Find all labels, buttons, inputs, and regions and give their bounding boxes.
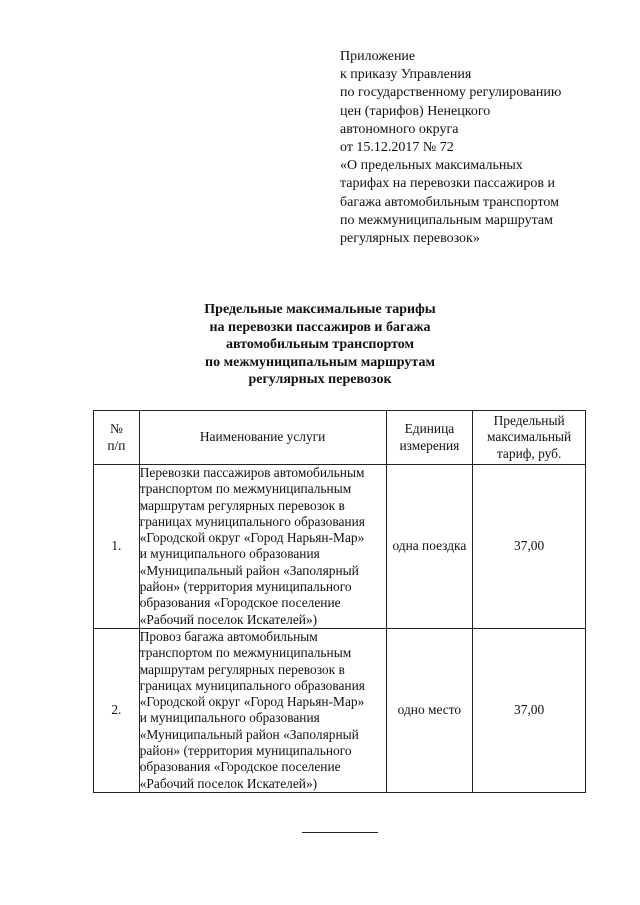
title-line: Предельные максимальные тарифы — [204, 302, 436, 317]
service-name-line: маршрутам регулярных перевозок в — [139, 661, 345, 677]
service-name-line: Провоз багажа автомобильным — [139, 628, 318, 644]
service-name-line: район» (территория муниципального — [139, 579, 352, 595]
service-name-line: границах муниципального образования — [139, 513, 365, 529]
row-number: 2. — [94, 628, 140, 792]
service-name-line: «Рабочий поселок Искателей») — [139, 775, 318, 791]
header-num — [94, 411, 140, 465]
appendix-line: автономного округа — [340, 121, 459, 137]
service-name — [139, 628, 386, 792]
table-row — [94, 465, 586, 629]
appendix-line: по межмуниципальным маршрутам — [340, 212, 553, 228]
header-service-name-line: Наименование услуги — [199, 429, 326, 445]
appendix-line: от 15.12.2017 № 72 — [340, 140, 454, 156]
table-header-row — [94, 411, 586, 465]
service-name-line: маршрутам регулярных перевозок в — [139, 497, 345, 513]
row-number: 1. — [94, 465, 140, 629]
title-line: на перевозки пассажиров и багажа — [209, 319, 431, 335]
appendix-line: регулярных перевозок» — [340, 231, 480, 247]
header-num-line: п/п — [107, 437, 126, 453]
tariff-table — [93, 410, 586, 793]
appendix-line: по государственному регулированию — [340, 85, 562, 101]
appendix-line: Приложение — [340, 49, 416, 64]
header-unit-line: Единица — [404, 421, 455, 437]
unit-of-measure: одна поездка — [386, 465, 473, 629]
header-service-name — [139, 411, 386, 465]
tariff-value: 37,00 — [473, 628, 586, 792]
appendix-line: к приказу Управления — [340, 67, 472, 83]
service-name-line: границах муниципального образования — [139, 677, 365, 693]
service-name-line: Перевозки пассажиров автомобильным — [139, 465, 365, 480]
service-name-line: и муниципального образования — [139, 710, 320, 726]
appendix-line: тарифах на перевозки пассажиров и — [340, 176, 556, 192]
service-name-line: и муниципального образования — [139, 546, 320, 562]
service-name-line: образования «Городское поселение — [139, 759, 341, 775]
service-name-line: район» (территория муниципального — [139, 743, 352, 759]
table-row — [94, 628, 586, 792]
service-name-line: «Рабочий поселок Искателей») — [139, 611, 318, 627]
document-title — [120, 301, 520, 389]
title-line: регулярных перевозок — [248, 372, 392, 388]
service-name-line: «Городской округ «Город Нарьян-Мар» — [139, 694, 365, 710]
service-name-line: «Муниципальный район «Заполярный — [139, 726, 359, 742]
header-tariff-line: максимальный — [487, 429, 572, 445]
service-name-line: «Муниципальный район «Заполярный — [139, 562, 359, 578]
title-line: по межмуниципальным маршрутам — [205, 354, 435, 370]
service-name-line: транспортом по межмуниципальным — [139, 481, 352, 497]
service-name — [139, 465, 386, 629]
unit-of-measure: одно место — [386, 628, 473, 792]
service-name-line: «Городской округ «Город Нарьян-Мар» — [139, 530, 365, 546]
header-unit — [386, 411, 473, 465]
header-unit-line: измерения — [399, 437, 460, 453]
header-num-line: № — [109, 421, 123, 437]
signature-divider — [302, 832, 378, 833]
header-tariff-line: тариф, руб. — [496, 445, 562, 461]
title-line: автомобильным транспортом — [225, 337, 415, 353]
appendix-block — [340, 48, 610, 248]
header-tariff-line: Предельный — [493, 413, 565, 429]
appendix-line: цен (тарифов) Ненецкого — [340, 103, 491, 119]
appendix-line: багажа автомобильным транспортом — [340, 194, 559, 210]
service-name-line: транспортом по межмуниципальным — [139, 645, 352, 661]
header-tariff — [473, 411, 586, 465]
tariff-value: 37,00 — [473, 465, 586, 629]
appendix-line: «О предельных максимальных — [340, 158, 523, 174]
service-name-line: образования «Городское поселение — [139, 595, 341, 611]
